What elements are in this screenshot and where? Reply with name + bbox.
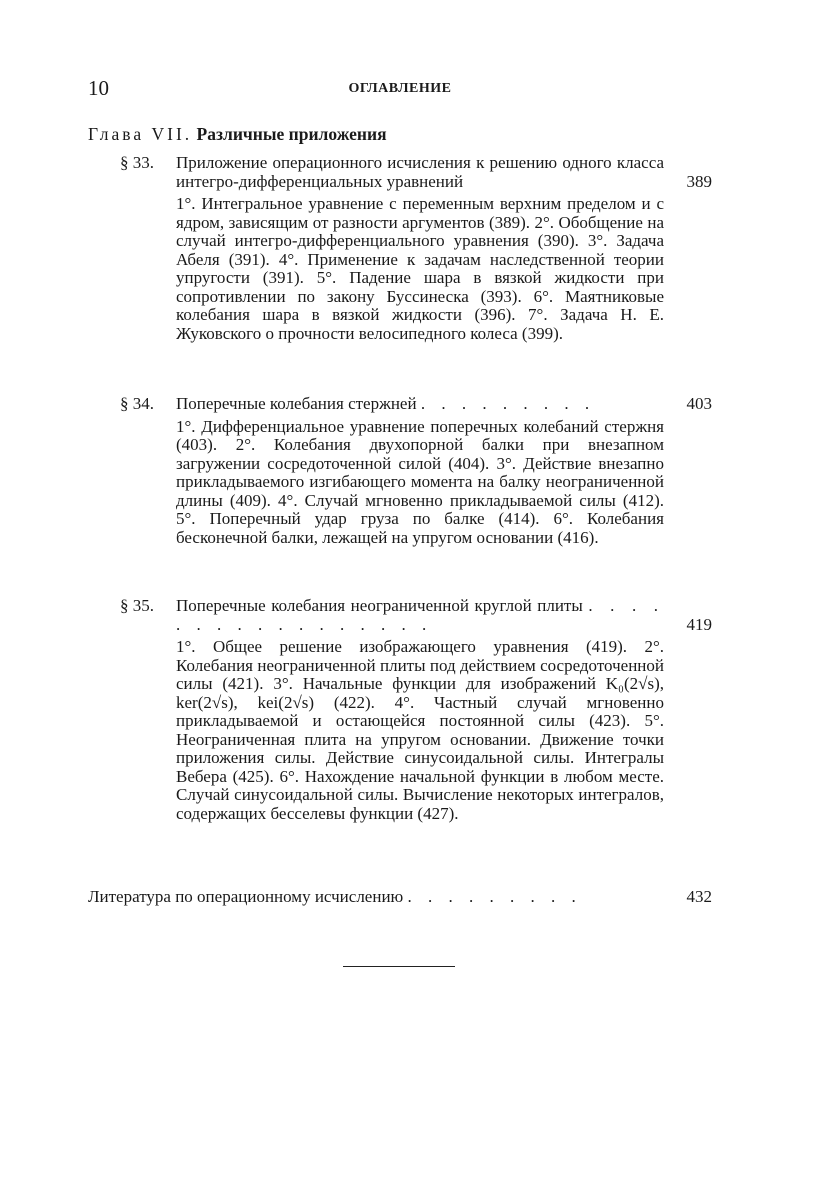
section-number: § 34. [120, 394, 154, 413]
section-number: § 33. [120, 153, 154, 172]
section-page: 389 [686, 171, 712, 191]
closing-rule [343, 966, 455, 967]
section-title: Поперечные колебания неограниченной круглой плиты [176, 596, 583, 615]
toc-entry-34[interactable] [120, 395, 712, 547]
toc-entry-33[interactable] [120, 154, 712, 343]
section-page: 419 [686, 614, 712, 634]
literature-entry[interactable] [88, 887, 712, 907]
dot-leader: . . . . . . . . . [420, 394, 596, 413]
toc-entry-head [120, 597, 712, 634]
chapter-label: Глава VII. [88, 124, 193, 144]
literature-title: Литература по операционному исчислению [88, 887, 404, 906]
chapter-title: Различные приложения [196, 124, 387, 144]
section-description: 1°. Интегральное уравнение с переменным верхним пределом и с ядром, зависящим от разности аргументов (389). 2°. Обобщение на случай интегро-дифференциального уравнения (390). 3°. Задача Абеля (391). 4°. Применение к задачам наследственной теории упругости (391). 5°. Падение шара в вязкой жидкости при сопротивлении по закону Буссинеска (393). 6°. Маятниковые колебания шара в вязкой жидкости (396). 7°. Задача Н. Е. Жуковского о прочности велосипедного колеса (399). [176, 194, 664, 343]
running-title: ОГЛАВЛЕНИЕ [348, 81, 452, 96]
page-header [88, 76, 712, 104]
section-title: Поперечные колебания стержней [176, 394, 417, 413]
section-description: 1°. Дифференциальное уравнение поперечных колебаний стержня (403). 2°. Колебания двухопорной балки при внезапном загружении сосредоточенной силой (404). 3°. Действие внезапно прикладываемого изгибающего момента на балку неограниченной длины (409). 4°. Случай мгновенно прикладываемой силы (412). 5°. Поперечный удар груза по балке (414). 6°. Колебания бесконечной балки, лежащей на упругом основании (416). [176, 416, 664, 547]
section-page: 403 [686, 394, 712, 413]
dot-leader: . . . . . . . . . . . . . . . . . [176, 596, 665, 634]
chapter-heading [88, 124, 387, 145]
dot-leader: . . . . . . . . . [407, 887, 582, 906]
section-number: § 35. [120, 596, 154, 615]
section-description: 1°. Общее решение изображающего уравнения (419). 2°. Колебания неограниченной плиты под действием сосредоточенной силы (421). 3°. Начальные функции для изображений K₀(2√s), ker(2√s), kei(2√s) (422). 4°. Частный случай мгновенно прикладываемой и остающейся постоянной силы (423). 5°. Неограниченная плита на упругом основании. Движение точки приложения силы. Действие синусоидальной силы. Интегралы Вебера (425). 6°. Нахождение начальной функции в любом месте. Случай синусоидальной силы. Вычисление некоторых интегралов, содержащих бесселевы функции (427). [176, 637, 664, 823]
toc-entry-head [120, 154, 712, 191]
literature-page: 432 [686, 887, 712, 906]
page-number: 10 [88, 76, 109, 100]
section-title: Приложение операционного исчисления к решению одного класса интегро-дифференциальных уравнений [176, 153, 664, 191]
toc-entry-35[interactable] [120, 597, 712, 823]
toc-entry-head [120, 395, 712, 414]
